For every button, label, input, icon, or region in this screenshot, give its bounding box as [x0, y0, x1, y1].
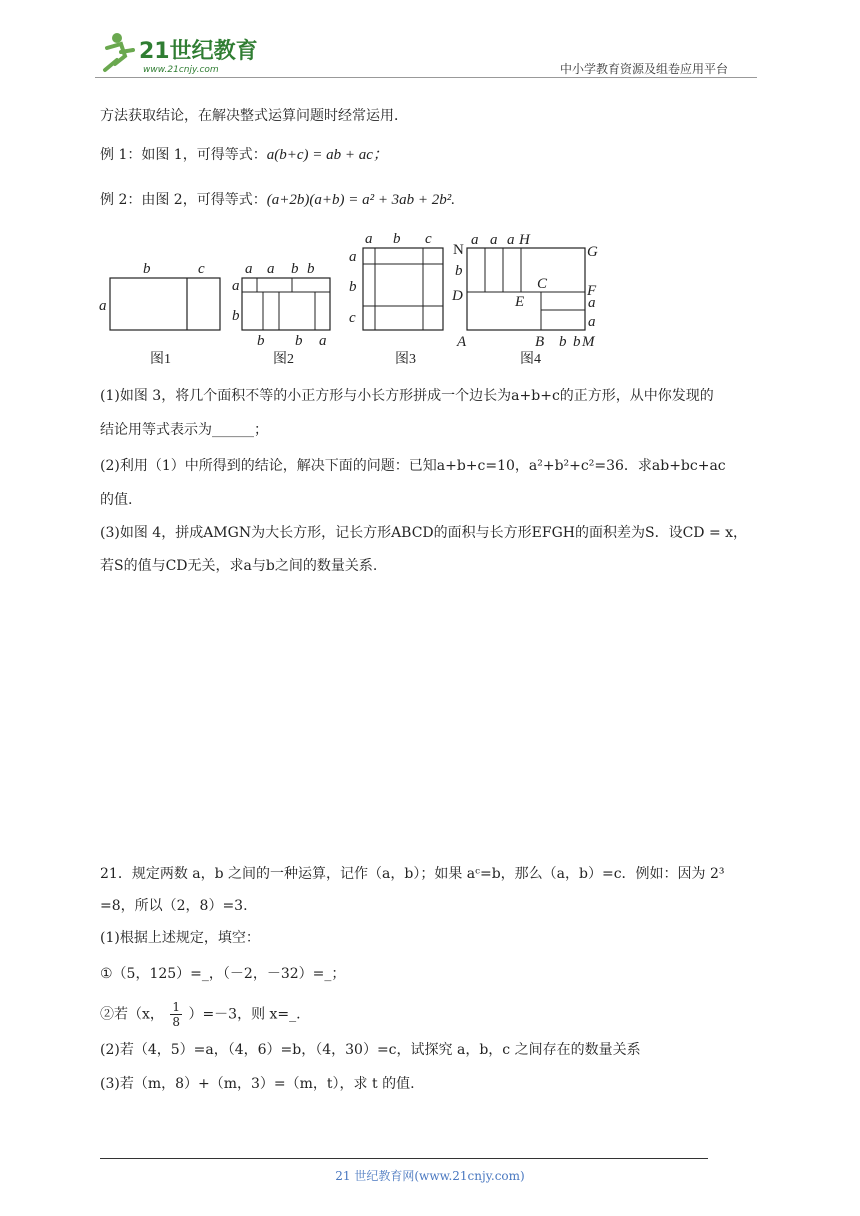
- svg-text:C: C: [537, 276, 548, 292]
- figure-1: [99, 261, 220, 367]
- example-2: 例 2：由图 2，可得等式：(a+2b)(a+b) = a² + 3ab + 2b².: [100, 192, 456, 208]
- footer-link[interactable]: 21 世纪教育网(www.21cnjy.com): [335, 1169, 525, 1183]
- svg-text:b: b: [232, 308, 240, 324]
- svg-text:b: b: [559, 334, 567, 350]
- q21-part-2: (2)若（4，5）=a，（4，6）=b，（4，30）=c，试探究 a，b，c 之间存在的数量关系: [100, 1042, 641, 1058]
- svg-text:a: a: [99, 298, 107, 314]
- svg-text:b: b: [349, 279, 357, 295]
- svg-text:b: b: [455, 263, 463, 279]
- svg-text:c: c: [198, 261, 205, 277]
- footer-rule: [100, 1158, 708, 1159]
- svg-text:a: a: [365, 231, 373, 247]
- q21-part-1: (1)根据上述规定，填空：: [100, 930, 260, 946]
- svg-text:N: N: [453, 242, 464, 258]
- svg-text:D: D: [452, 288, 463, 304]
- svg-text:a: a: [588, 295, 596, 311]
- example-1: 例 1：如图 1，可得等式：a(b+c) = ab + ac；: [100, 147, 388, 163]
- figure-2: [232, 261, 330, 367]
- svg-text:21世纪教育: 21世纪教育: [139, 39, 258, 64]
- svg-text:a: a: [319, 333, 327, 349]
- svg-text:b: b: [143, 261, 151, 277]
- svg-text:c: c: [425, 231, 432, 247]
- svg-text:a: a: [245, 261, 253, 277]
- platform-name: 中小学教育资源及组卷应用平台: [560, 62, 729, 76]
- figure-3: [349, 231, 443, 367]
- figures-1-4: [95, 230, 615, 370]
- svg-text:a: a: [490, 232, 498, 248]
- svg-text:G: G: [587, 244, 598, 260]
- q21-line-1: 21．规定两数 a，b 之间的一种运算，记作（a，b）；如果 aᶜ=b，那么（a，b）=c．例如：因为 2³: [100, 866, 725, 882]
- svg-text:图4: 图4: [520, 352, 541, 367]
- svg-text:A: A: [457, 334, 467, 350]
- svg-text:b: b: [393, 231, 401, 247]
- runner-icon: [105, 33, 133, 70]
- svg-text:a: a: [267, 261, 275, 277]
- svg-text:图3: 图3: [395, 352, 416, 367]
- svg-text:图2: 图2: [273, 352, 294, 367]
- question-1-line-2: 结论用等式表示为______；: [100, 422, 268, 438]
- svg-text:b: b: [573, 334, 581, 350]
- svg-text:a: a: [232, 278, 240, 294]
- question-3-line-1: (3)如图 4，拼成AMGN为大长方形，记长方形ABCD的面积与长方形EFGH的面积差为S．设CD = x，: [100, 525, 748, 541]
- svg-text:M: M: [582, 334, 595, 350]
- svg-text:a: a: [507, 232, 515, 248]
- svg-text:F: F: [587, 283, 597, 299]
- question-1-line-1: (1)如图 3，将几个面积不等的小正方形与小长方形拼成一个边长为a+b+c的正方形，从中你发现的: [100, 388, 714, 404]
- q21-fill-2: ②若（x， $\frac{1}{8}$ ）=－3，则 x=_.: [100, 1000, 301, 1029]
- question-3-line-2: 若S的值与CD无关，求a与b之间的数量关系.: [100, 558, 378, 574]
- q21-line-2: =8，所以（2，8）=3.: [100, 898, 248, 914]
- header-rule: [95, 77, 757, 78]
- site-logo: [95, 30, 265, 76]
- question-2-line-1: (2)利用（1）中所得到的结论，解决下面的问题：已知a+b+c=10，a²+b²+c²=36．求ab+bc+ac: [100, 458, 726, 474]
- figure-4: [451, 232, 598, 367]
- svg-text:www.21cnjy.com: www.21cnjy.com: [143, 65, 219, 75]
- question-2-line-2: 的值.: [100, 492, 133, 508]
- svg-text:b: b: [295, 333, 303, 349]
- svg-text:b: b: [307, 261, 315, 277]
- svg-text:a: a: [471, 232, 479, 248]
- svg-text:c: c: [349, 310, 356, 326]
- svg-text:b: b: [291, 261, 299, 277]
- svg-text:a: a: [349, 249, 357, 265]
- svg-text:B: B: [535, 334, 545, 350]
- fraction: $\frac{1}{8}$: [172, 1000, 180, 1029]
- svg-text:H: H: [519, 232, 530, 248]
- svg-text:图1: 图1: [150, 352, 171, 367]
- svg-text:b: b: [257, 333, 265, 349]
- q21-part-3: (3)若（m，8）+（m，3）=（m，t），求 t 的值.: [100, 1076, 415, 1092]
- q21-fill-1: ①（5，125）=_，（－2，－32）=_；: [100, 966, 346, 982]
- svg-text:a: a: [588, 314, 596, 330]
- intro-text: 方法获取结论，在解决整式运算问题时经常运用．: [100, 108, 408, 124]
- svg-text:E: E: [515, 294, 525, 310]
